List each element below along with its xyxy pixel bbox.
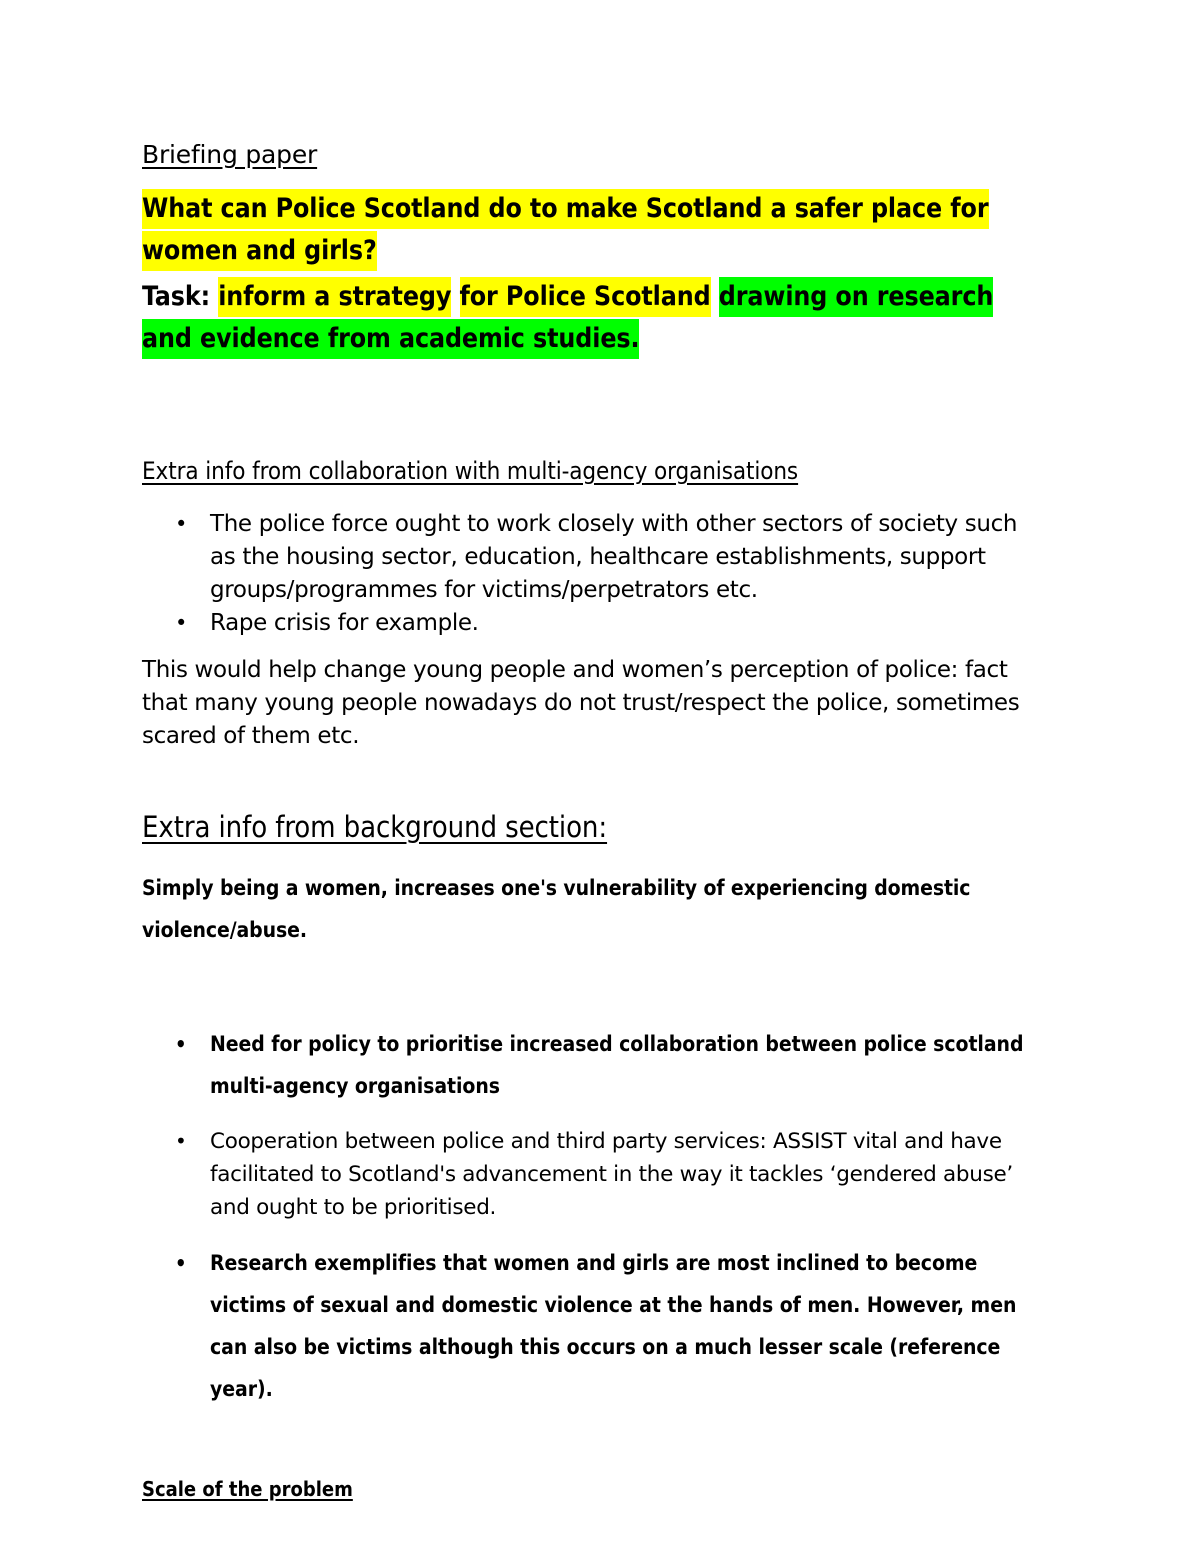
collaboration-bullet-list: [142, 508, 1042, 640]
task-line: [142, 276, 1042, 360]
list-item-text: Need for policy to prioritise increased collaboration between police scotland multi-agency organisations: [210, 1032, 1024, 1098]
list-item-text: Research exemplifies that women and girls are most inclined to become victims of sexual and domestic violence at the hands of men. However, men can also be victims although this occurs on a much lesser scale (reference year).: [210, 1251, 1017, 1401]
spacer: [142, 640, 1042, 654]
task-segment-strategy: inform a strategy: [218, 277, 451, 317]
list-item-text: Cooperation between police and third party services: ASSIST vital and have facilitated to Scotland's advancement in the way it tackles ‘gendered abuse’ and ought to be prioritised.: [210, 1129, 1013, 1220]
list-item-text: Rape crisis for example.: [210, 610, 479, 636]
heading-scale-of-the-problem: Scale of the problem: [142, 1477, 353, 1501]
spacer: [142, 1410, 1042, 1476]
spacer: [142, 486, 1042, 508]
task-segment-research: drawing on research and evidence from academic studies.: [142, 277, 993, 359]
background-bullet-list: [142, 1023, 1042, 1410]
title-line-2: women and girls?: [142, 231, 377, 271]
document-title: [142, 188, 1032, 272]
paragraph-perception-of-police: This would help change young people and women’s perception of police: fact that many young people nowadays do not trust/respect the police, sometimes scared of them etc.: [142, 657, 1020, 749]
spacer: [142, 753, 1042, 809]
heading-background-section: Extra info from background section:: [142, 810, 608, 844]
paragraph-vulnerability: Simply being a women, increases one's vulnerability of experiencing domestic violence/abuse.: [142, 876, 971, 942]
list-item: [142, 508, 1042, 607]
spacer: [142, 845, 1042, 867]
task-label: Task:: [142, 281, 211, 312]
list-item: [142, 1023, 1042, 1107]
heading-collaboration: Extra info from collaboration with multi-agency organisations: [142, 457, 799, 485]
list-item: [142, 1125, 1042, 1224]
heading-briefing-paper: Briefing paper: [142, 140, 318, 169]
bullet-icon: •: [175, 611, 188, 635]
bullet-icon: •: [175, 1251, 187, 1275]
list-item: [142, 1242, 1042, 1410]
bullet-icon: •: [175, 512, 188, 536]
task-segment-police-scotland: for Police Scotland: [460, 277, 711, 317]
bullet-icon: •: [175, 1129, 187, 1153]
title-line-1: What can Police Scotland do to make Scotland a safer place for: [142, 189, 989, 229]
spacer: [142, 360, 1042, 456]
list-item-text: The police force ought to work closely with other sectors of society such as the housing sector, education, healthcare establishments, support groups/programmes for victims/perpetrators etc.: [210, 511, 1018, 603]
bullet-icon: •: [175, 1032, 187, 1056]
list-item: [142, 607, 1042, 640]
spacer: [142, 951, 1042, 1023]
document-body: [142, 138, 1042, 1502]
